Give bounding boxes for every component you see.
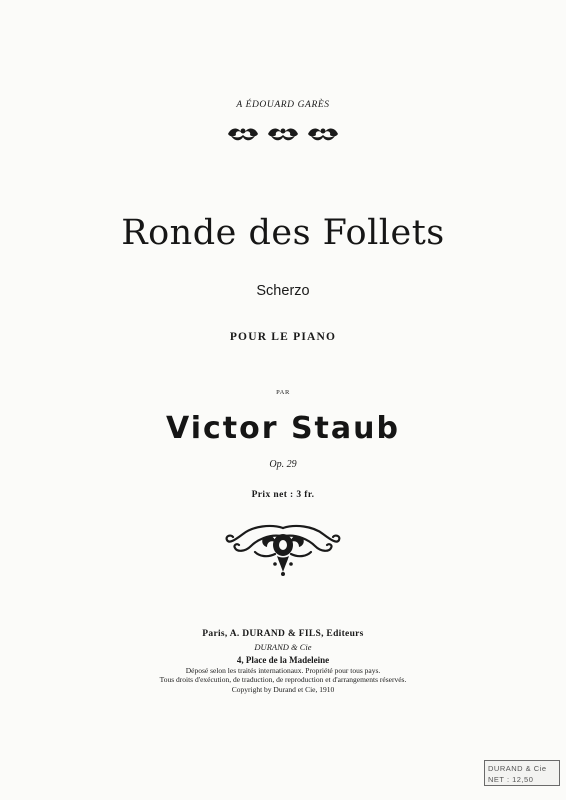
copyright-notice: Copyright by Durand et Cie, 1910: [231, 685, 335, 694]
stamp-price: NET : 12,50: [488, 775, 534, 784]
publisher-address: 4, Place de la Madeleine: [236, 655, 330, 665]
scroll-ornament-icon: [0, 520, 566, 578]
legal-notice: Déposé selon les traités internationaux. Propriété pour tous pays.: [185, 666, 381, 675]
publisher-name: DURAND & Cie: [254, 642, 312, 652]
holly-ornament-icon: [0, 123, 566, 145]
composer: Victor Staub: [166, 411, 400, 446]
subtitle: Scherzo: [256, 283, 310, 299]
price-stamp: [484, 760, 560, 786]
dedication: A ÉDOUARD GARÈS: [236, 100, 330, 110]
instrument: POUR LE PIANO: [229, 331, 337, 343]
rights-notice: Tous droits d'exécution, de traduction, de reproduction et d'arrangements réservés.: [159, 675, 407, 684]
price: Prix net : 3 fr.: [251, 490, 315, 500]
opus-number: Op. 29: [269, 459, 297, 470]
title: Ronde des Follets: [121, 213, 445, 253]
publisher-line: Paris, A. DURAND & FILS, Editeurs: [202, 629, 364, 639]
stamp-publisher: DURAND & Cie: [488, 764, 547, 773]
by-label: PAR: [276, 389, 290, 396]
